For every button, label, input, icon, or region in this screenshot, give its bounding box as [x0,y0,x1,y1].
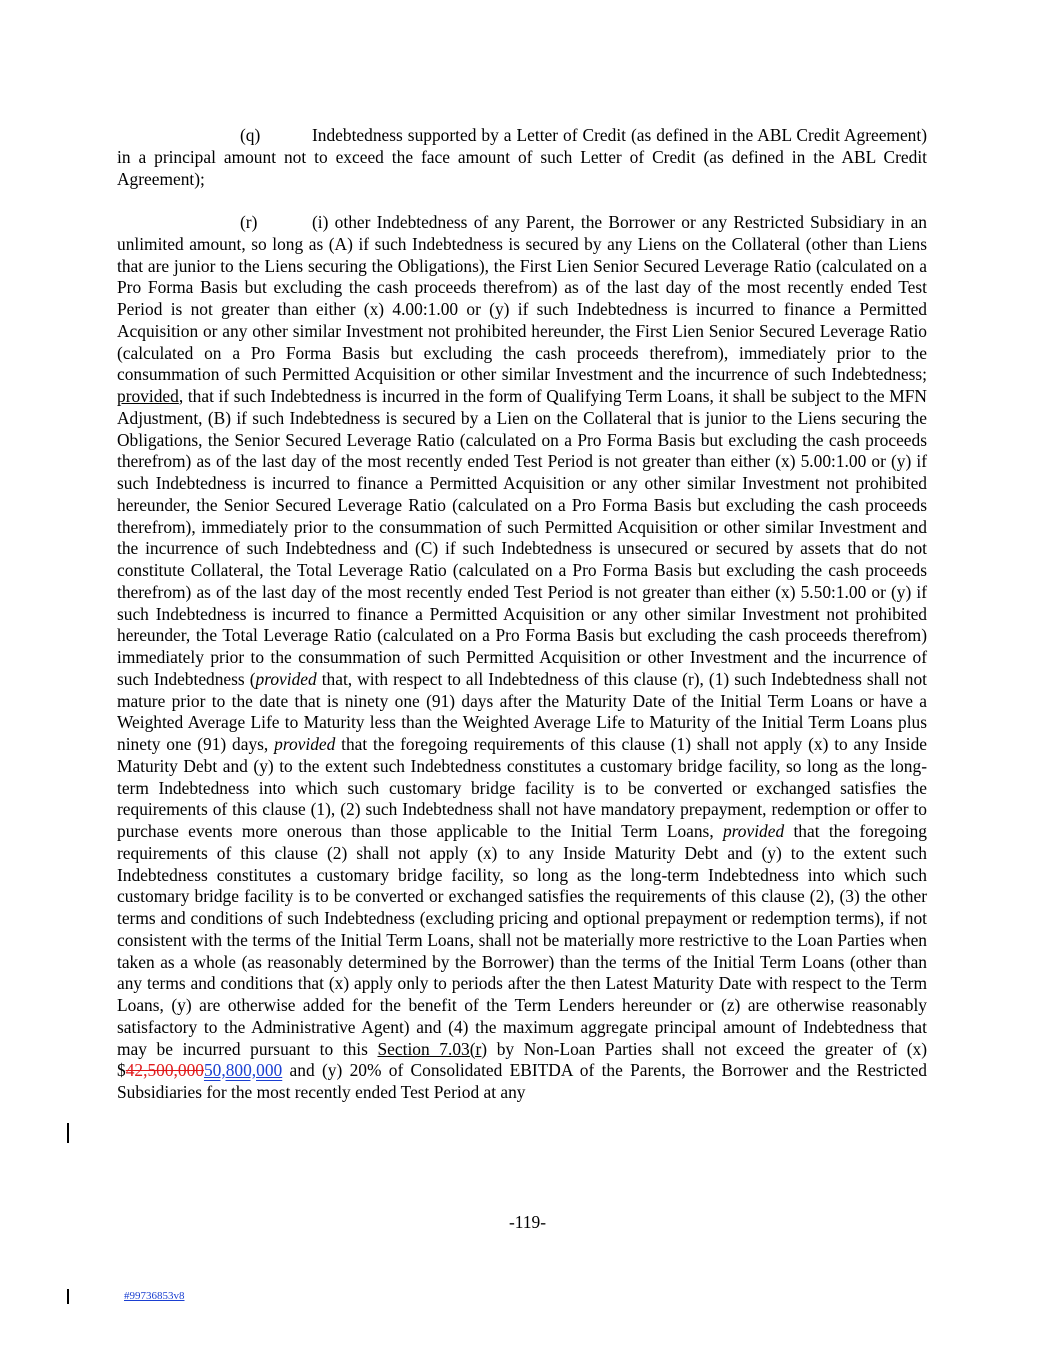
deleted-amount: 42,500,000 [125,1060,204,1081]
clause-r-text-1: (i) other Indebtedness of any Parent, the Borrower or any Restricted Subsidiary in an unlimited amount, so long as (A) if such Indebtedness is secured by any Liens on the Collateral (other than Liens that are junior to the Liens securing the Obligations), the First Lien Senior Secured Leverage Ratio (calculated on a Pro Forma Basis but excluding the cash proceeds therefrom) as of the last day of the most recently ended Test Period is not greater than either (x) 4.00:1.00 or (y) if such Indebtedness is incurred to finance a Permitted Acquisition or any other similar Investment not prohibited hereunder, the First Lien Senior Secured Leverage Ratio (calculated on a Pro Forma Basis but excluding the cash proceeds therefrom), immediately prior to the consummation of such Permitted Acquisition or other similar Investment and the incurrence of such Indebtedness; [117,212,927,385]
section-reference: Section 7.03(r) [377,1038,488,1059]
document-id-link[interactable]: #99736853v8 [124,1290,185,1302]
change-bar [67,1123,69,1143]
provided-term: provided [255,668,317,689]
clause-r-text-6: by Non-Loan Parties shall not exceed the greater of (x) $ [117,1038,927,1081]
change-bar [67,1289,69,1304]
clause-r-text-3: that, with respect to all Indebtedness of this clause (r), (1) such Indebtedness shall not mature prior to the date that is ninety one (91) days after the Maturity Date of the Initial Term Loans or have a Weighted Average Life to Maturity less than the Weighted Average Life to Maturity of the Initial Term Loans plus ninety one (91) days, [117,668,927,754]
clause-q-label: (q) [240,125,261,145]
clause-r-label: (r) [240,212,258,232]
clause-r-paragraph [117,212,927,1104]
clause-r-text-7: and (y) 20% of Consolidated EBITDA of the Parents, the Borrower and the Restricted Subsidiaries for the most recently ended Test Period at any [117,1060,927,1102]
inserted-amount: 50,800,000 [203,1060,283,1081]
document-body [117,125,927,1126]
provided-term: provided [117,386,179,406]
clause-q-text: Indebtedness supported by a Letter of Credit (as defined in the ABL Credit Agreement) in a principal amount not to exceed the face amount of such Letter of Credit (as defined in the ABL Credit Agreement); [117,125,927,189]
clause-r-text-5: that the foregoing requirements of this clause (2) shall not apply (x) to any Inside Maturity Debt and (y) to the extent such Indebtedness constitutes a customary bridge facility, so long as the long-term Indebtedness into which such customary bridge facility is to be converted or exchanged satisfies the requirements of this clause (2), (3) the other terms and conditions of such Indebtedness (excluding pricing and optional prepayment or redemption terms), if not consistent with the terms of the Initial Term Loans, shall not be materially more restrictive to the Loan Parties when taken as a whole (as reasonably determined by the Borrower) than the terms of the Initial Term Loans (other than any terms and conditions that (x) apply only to periods after the then Latest Maturity Date with respect to the Term Loans, (y) are otherwise added for the benefit of the Term Lenders hereunder or (z) are otherwise reasonably satisfactory to the Administrative Agent) and (4) the maximum aggregate principal amount of Indebtedness that may be incurred pursuant to this [117,821,927,1059]
clause-r-text-4: that the foregoing requirements of this clause (1) shall not apply (x) to any Inside Maturity Debt and (y) to the extent such Indebtedness constitutes a customary bridge facility, so long as the long-term Indebtedness into which such customary bridge facility is to be converted or exchanged satisfies the requirements of this clause (1), (2) such Indebtedness shall not have mandatory prepayment, redemption or offer to purchase events more onerous than those applicable to the Initial Term Loans, [117,734,928,841]
clause-q-paragraph [117,125,927,190]
provided-term: provided [722,821,785,841]
page-number: -119- [508,1212,547,1232]
provided-term: provided [274,734,336,754]
clause-r-text-2: , that if such Indebtedness is incurred in the form of Qualifying Term Loans, it shall be subject to the MFN Adjustment, (B) if such Indebtedness is secured by a Lien on the Collateral that is junior to the Liens securing the Obligations, the Senior Secured Leverage Ratio (calculated on a Pro Forma Basis but excluding the cash proceeds therefrom) as of the last day of the most recently ended Test Period is not greater than either (x) 5.00:1.00 or (y) if such Indebtedness is incurred to finance a Permitted Acquisition or any other similar Investment not prohibited hereunder, the Senior Secured Leverage Ratio (calculated on a Pro Forma Basis but excluding the cash proceeds therefrom), immediately prior to the consummation of such Permitted Acquisition or other similar Investment and the incurrence of such Indebtedness and (C) if such Indebtedness is unsecured or secured by assets that do not constitute Collateral, the Total Leverage Ratio (calculated on a Pro Forma Basis but excluding the cash proceeds therefrom) as of the last day of the most recently ended Test Period is not greater than either (x) 5.50:1.00 or (y) if such Indebtedness is incurred to finance a Permitted Acquisition or any other similar Investment not prohibited hereunder, the Total Leverage Ratio (calculated on a Pro Forma Basis but excluding the cash proceeds therefrom) immediately prior to the consummation of such Permitted Acquisition or other Investment and the incurrence of such Indebtedness ( [117,386,927,689]
